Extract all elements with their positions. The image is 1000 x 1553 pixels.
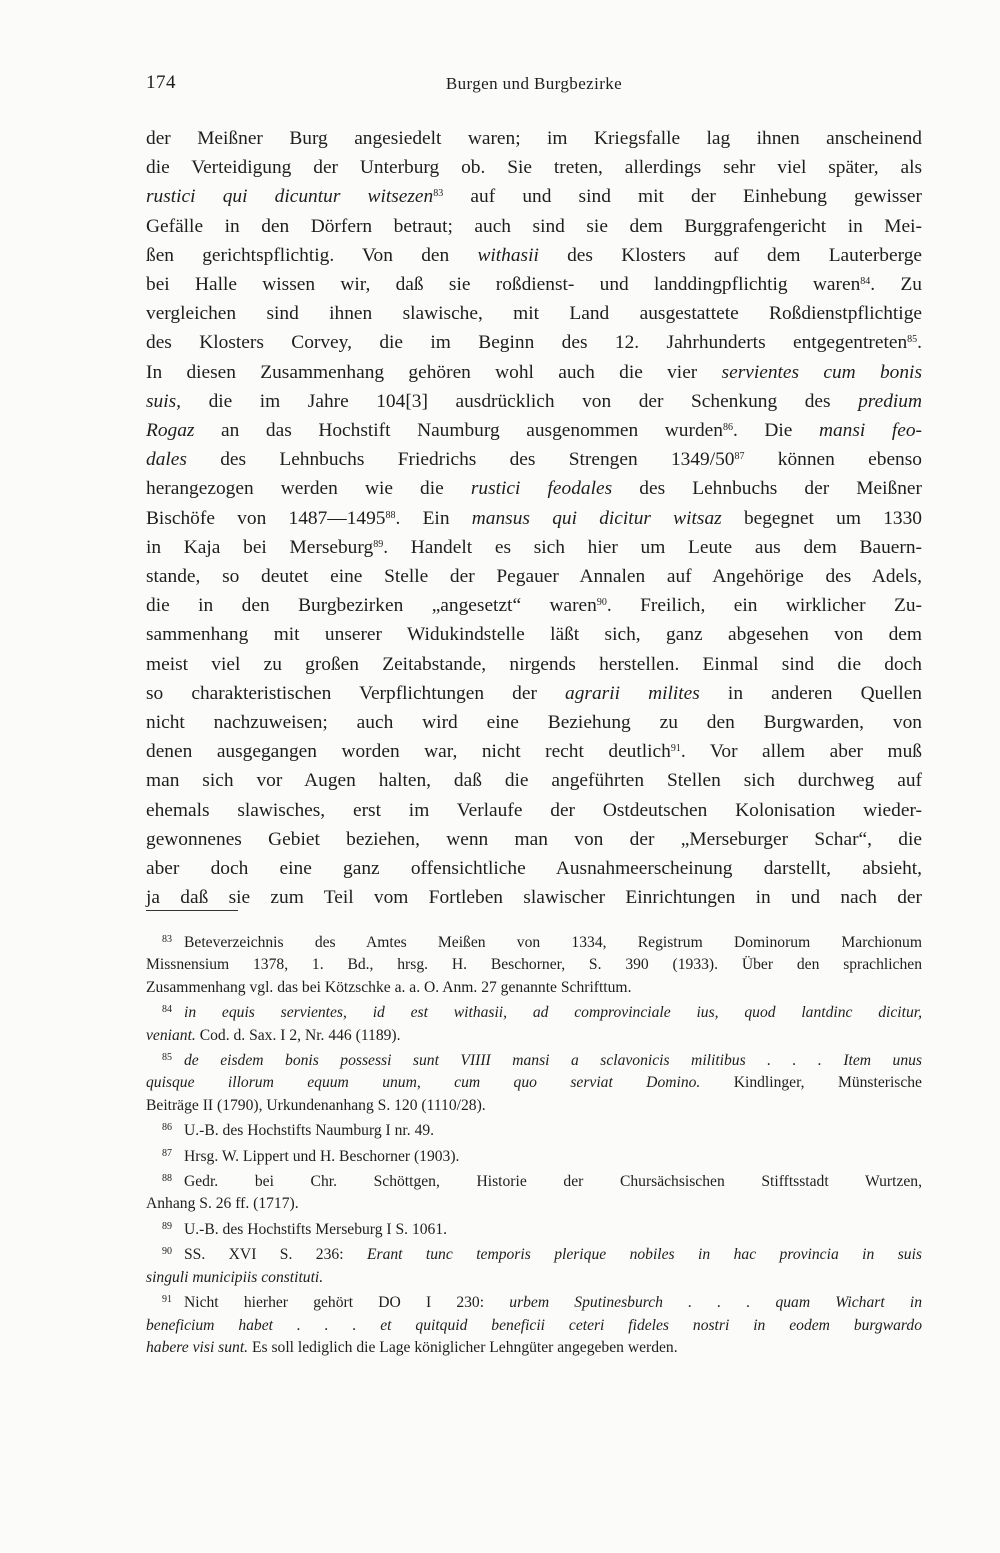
footnote-line: quisque illorum equum unum, cum quo serviat Domino. Kindlinger, Münsterische — [146, 1074, 922, 1092]
footnote-line: Beiträge II (1790), Urkundenanhang S. 120 (1110/28). — [146, 1096, 486, 1114]
footnote-line: $^{88}$ Gedr. bei Chr. Schöttgen, Historie der Chursächsischen Stifftsstadt Wurtzen, — [162, 1173, 922, 1191]
text-line: so charakteristischen Verpflichtungen der agrarii milites in anderen Quellen — [146, 682, 922, 704]
footnote-line: Missnensium 1378, 1. Bd., hrsg. H. Beschorner, S. 390 (1933). Über den sprachlichen — [146, 956, 922, 974]
text-line: herangezogen werden wie die rustici feodales des Lehnbuchs der Meißner — [146, 478, 922, 500]
text-line: der Meißner Burg angesiedelt waren; im Kriegsfalle lag ihnen anscheinend — [146, 128, 922, 149]
footnote-ref: 91 — [670, 743, 681, 755]
footnote-line: $^{83}$ Beteverzeichnis des Amtes Meißen von 1334, Registrum Dominorum Marchionum — [162, 934, 922, 951]
footnote-number: 83 — [162, 934, 172, 945]
footnote-number: 86 — [162, 1122, 172, 1134]
footnote-line: $^{90}$ SS. XVI S. 236: Erant tunc temporis plerique nobiles in hac provincia in suis — [162, 1246, 922, 1264]
footnote-number: 85 — [162, 1052, 172, 1064]
text-line: Gefälle in den Dörfern betraut; auch sind sie dem Burggrafengericht in Mei- — [146, 215, 922, 237]
text-line: ßen gerichtspflichtig. Von den withasii des Klosters auf dem Lauterberge — [146, 244, 922, 266]
text-line: man sich vor Augen halten, daß die angeführten Stellen sich durchweg auf — [146, 770, 922, 792]
page-header — [146, 72, 922, 102]
footnote-line: Anhang S. 26 ff. (1717). — [146, 1195, 299, 1213]
footnote-ref: 85 — [907, 334, 918, 346]
text-line: rustici qui dicuntur witsezen$^{83}$ auf und sind mit der Einhebung gewisser — [146, 186, 922, 208]
footnote-number: 88 — [162, 1173, 172, 1185]
footnote-ref: 84 — [860, 276, 871, 288]
text-line: sammenhang mit unserer Widukindstelle läßt sich, ganz abgesehen von dem — [146, 624, 922, 646]
text-line: dales des Lehnbuchs Friedrichs des Strengen $1349/50^{87}$ können ebenso — [146, 449, 922, 471]
text-line: aber doch eine ganz offensichtliche Ausnahmeerscheinung darstellt, absieht, — [146, 858, 922, 880]
footnote-ref: 83 — [433, 188, 444, 200]
footnote-line: habere visi sunt. Es soll lediglich die Lage königlicher Lehngüter angegeben werden. — [146, 1338, 678, 1356]
footnote-line: $^{89}$ U.-B. des Hochstifts Merseburg I S. 1061. — [162, 1220, 448, 1238]
footnote-number: 90 — [162, 1246, 172, 1258]
text-line: ja daß sie zum Teil vom Fortleben slawischer Einrichtungen in und nach der — [146, 887, 922, 909]
main-text — [146, 124, 922, 912]
text-line: suis, die im Jahre 104[3] ausdrücklich von der Schenkung des predium — [146, 390, 922, 412]
text-line: Rogaz an das Hochstift Naumburg ausgenommen wurden$^{86}$. Die mansi feo- — [146, 420, 922, 442]
footnote-line: beneficium habet . . . et quitquid beneficii ceteri fideles nostri in eodem burgwardo — [146, 1316, 922, 1334]
footnote-number: 84 — [162, 1004, 172, 1016]
footnote-ref: 90 — [596, 597, 607, 609]
footnote-line: singuli municipiis constituti. — [146, 1268, 324, 1286]
text-line: nicht nachzuweisen; auch wird eine Beziehung zu den Burgwarden, von — [146, 712, 922, 734]
footnote-ref: 86 — [722, 422, 733, 434]
text-line: in Kaja bei Merseburg$^{89}$. Handelt es sich hier um Leute aus dem Bauern- — [146, 536, 922, 558]
footnote-ref: 87 — [734, 451, 745, 463]
text-line: die in den Burgbezirken „angesetzt“ waren$^{90}$. Freilich, ein wirklicher Zu- — [146, 595, 922, 617]
text-line: ehemals slawisches, erst im Verlaufe der Ostdeutschen Kolonisation wieder- — [146, 799, 922, 821]
text-line: die Verteidigung der Unterburg ob. Sie treten, allerdings sehr viel später, als — [146, 157, 922, 179]
footnote-number: 87 — [162, 1147, 172, 1159]
footnote-number: 89 — [162, 1220, 172, 1232]
footnote-ref: 89 — [373, 538, 384, 550]
running-title: Burgen und Burgbezirke — [445, 74, 623, 93]
footnote-line: $^{86}$ U.-B. des Hochstifts Naumburg I nr. 49. — [162, 1122, 435, 1140]
text-line: des Klosters Corvey, die im Beginn des 12. Jahrhunderts entgegentreten$^{85}$. — [146, 332, 922, 354]
text-line: vergleichen sind ihnen slawische, mit Land ausgestattete Roßdienstpflichtige — [146, 303, 922, 325]
text-line: stande, so deutet eine Stelle der Pegauer Annalen auf Angehörige des Adels, — [146, 566, 922, 588]
footnote-number: 91 — [162, 1294, 172, 1306]
text-line: denen ausgegangen worden war, nicht recht deutlich$^{91}$. Vor allem aber muß — [146, 741, 923, 763]
footnote-ref: 88 — [385, 509, 396, 521]
text-line: bei Halle wissen wir, daß sie roßdienst- und landdingpflichtig waren$^{84}$. Zu — [146, 274, 922, 296]
footnote-line: $^{91}$ Nicht hierher gehört DO I 230: urbem Sputinesburch . . . quam Wichart in — [162, 1294, 922, 1312]
footnote-line: $^{84}$ in equis servientes, id est withasii, ad comprovinciale ius, quod lantdinc dicitur, — [162, 1004, 922, 1022]
text-line: Bischöfe von 1487—1495$^{88}$. Ein mansus qui dicitur witsaz begegnet um 1330 — [146, 507, 922, 529]
footnote-line: veniant. Cod. d. Sax. I 2, Nr. 446 (1189). — [146, 1026, 401, 1044]
text-line: In diesen Zusammenhang gehören wohl auch die vier servientes cum bonis — [146, 361, 922, 383]
footnote-line: $^{85}$ de eisdem bonis possessi sunt VIIII mansi a sclavonicis militibus . . . Item unus — [162, 1052, 922, 1070]
footnote-divider — [146, 910, 238, 911]
text-line: meist viel zu großen Zeitabstande, nirgends herstellen. Einmal sind die doch — [146, 653, 922, 675]
text-line: gewonnenes Gebiet beziehen, wenn man von der „Merseburger Schar“, die — [146, 828, 922, 850]
footnote-line: $^{87}$ Hrsg. W. Lippert und H. Beschorner (1903). — [162, 1147, 460, 1165]
footnote-line: Zusammenhang vgl. das bei Kötzschke a. a. O. Anm. 27 genannte Schrifttum. — [146, 978, 632, 996]
footnotes — [146, 929, 922, 1359]
page-number: 174 — [146, 72, 176, 93]
